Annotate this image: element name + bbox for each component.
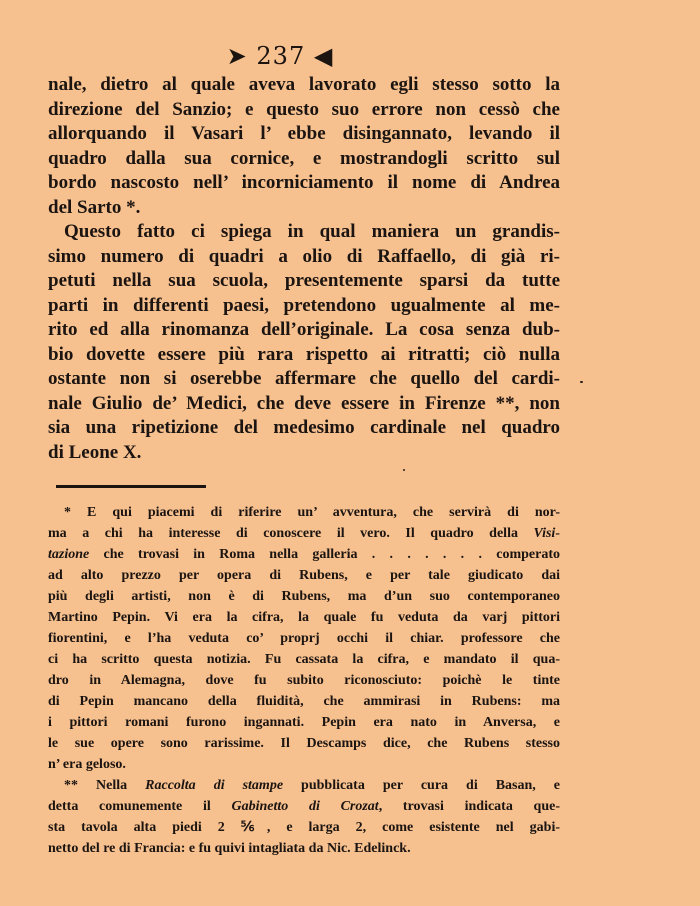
- main-line: del Sarto *.: [48, 196, 141, 218]
- main-line: nale, dietro al quale aveva lavorato egli stesso sotto la: [48, 74, 560, 95]
- footnote-line: * E qui piacemi di riferire un’ avventura, che servirà di nor-: [64, 505, 560, 520]
- left-arrow-ornament-icon: ➤: [226, 42, 248, 70]
- main-line: bordo nascosto nell’ incorniciamento il nome di Andrea: [48, 172, 560, 193]
- main-line: ostante non si oserebbe affermare che quello del cardi-: [48, 368, 560, 389]
- main-line: quadro dalla sua cornice, e mostrandogli scritto sul: [48, 147, 560, 169]
- footnote-line: ** Nella Raccolta di stampe pubblicata per cura di Basan, e: [64, 778, 561, 793]
- footnote-line: ad alto prezzo per opera di Rubens, e per tale giudicato dai: [48, 568, 560, 583]
- main-line: nale Giulio de’ Medici, che deve essere in Firenze **, non: [48, 392, 560, 414]
- footnote-line: fiorentini, e l’ha veduta co’ proprj occhi il chiar. professore che: [48, 631, 560, 646]
- ink-speck: [403, 469, 405, 471]
- main-line: bio dovette essere più rara rispetto ai ritratti; ciò nulla: [48, 343, 560, 365]
- footnote-line: di Pepin mancano della fluidità, che ammirasi in Rubens: ma: [48, 694, 560, 709]
- main-line: allorquando il Vasari l’ ebbe disingannato, levando il: [48, 123, 560, 144]
- footnote-line: netto del re di Francia: e fu quivi intagliata da Nic. Edelinck.: [48, 841, 411, 856]
- footnote-line: detta comunemente il Gabinetto di Crozat, trovasi indicata que-: [48, 799, 560, 814]
- main-line: parti in differenti paesi, pretendono ugualmente al me-: [48, 294, 560, 316]
- footnote-separator: [56, 485, 206, 488]
- main-line: simo numero di quadri a olio di Raffaello, di già ri-: [48, 245, 560, 267]
- footnote-line: n’ era geloso.: [48, 757, 126, 772]
- footnote-line: dro in Alemagna, dove fu subito riconosciuto: poichè le tinte: [48, 673, 560, 688]
- footnote-line: più degli artisti, non è di Rubens, ma d’un suo contemporaneo: [48, 589, 560, 604]
- footnote-line: ci ha scritto questa notizia. Fu cassata la cifra, e mandato il qua-: [48, 652, 560, 667]
- footnote-line: ma a chi ha interesse di conoscere il vero. Il quadro della Visi-: [48, 526, 560, 541]
- main-line: Questo fatto ci spiega in qual maniera un grandis-: [64, 221, 560, 242]
- footnote-line: Martino Pepin. Vi era la cifra, la quale fu veduta da varj pittori: [48, 610, 560, 625]
- main-line: rito ed alla rinomanza dell’originale. La cosa senza dub-: [48, 319, 560, 340]
- page-number: [0, 42, 560, 70]
- footnote-line: sta tavola alta piedi 2 ⅚, e larga 2, come esistente nel gabi-: [48, 820, 560, 835]
- main-line: sia una ripetizione del medesimo cardinale nel quadro: [48, 417, 560, 438]
- ink-speck: [580, 381, 583, 383]
- right-arrow-ornament-icon: ◀: [313, 42, 334, 70]
- footnote-line: le sue opere sono rarissime. Il Descamps dice, che Rubens stesso: [48, 736, 560, 751]
- footnote-line: i pittori romani furono ingannati. Pepin era nato in Anversa, e: [48, 715, 560, 730]
- main-line: di Leone X.: [48, 441, 142, 463]
- footnote-line: tazione che trovasi in Roma nella galleria . . . . . . . comperato: [48, 547, 560, 562]
- page-number-text: 237: [256, 42, 306, 70]
- footnotes: [48, 502, 560, 859]
- main-text: [48, 73, 560, 465]
- main-line: petuti nella sua scuola, presentemente sparsi da tutte: [48, 270, 560, 291]
- main-line: direzione del Sanzio; e questo suo errore non cessò che: [48, 98, 560, 120]
